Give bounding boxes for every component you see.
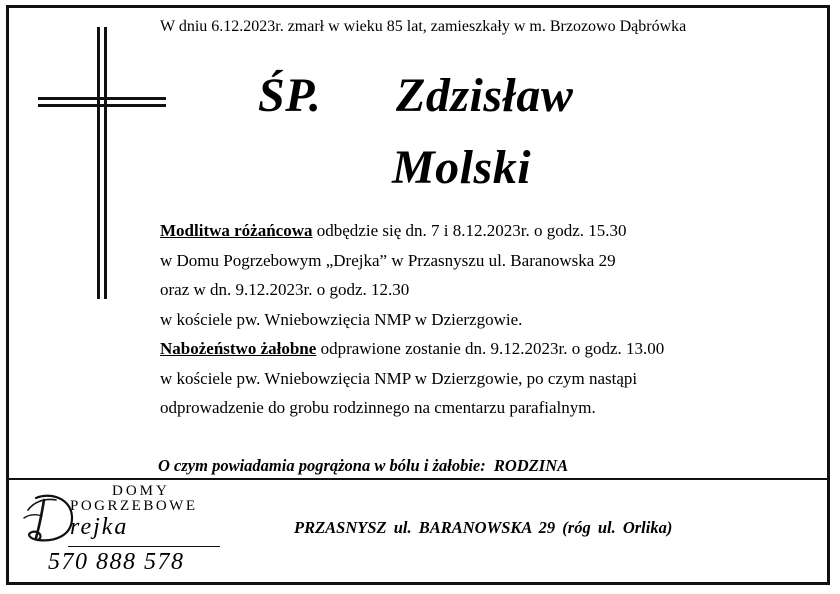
rosary-line-4: w kościele pw. Wniebowzięcia NMP w Dzierzgowie. (160, 309, 523, 329)
funeral-label: Nabożeństwo żałobne (160, 339, 317, 358)
funeral-line-2: w kościele pw. Wniebowzięcia NMP w Dzierzgowie, po czym nastąpi (160, 368, 638, 388)
closing-statement (158, 456, 568, 476)
funeral-line-3: odprowadzenie do grobu rodzinnego na cmentarzu parafialnym. (160, 398, 596, 417)
rosary-line-3: oraz w dn. 9.12.2023r. o godz. 12.30 (160, 280, 410, 299)
rosary-line-1 (160, 216, 664, 246)
rosary-line-1-text: odbędzie się dn. 7 i 8.12.2023r. o godz. 15.30 (312, 221, 627, 240)
cross-horizontal-bar-bottom (38, 104, 166, 107)
closing-family: RODZINA (493, 456, 569, 475)
logo-line-domy: DOMY (112, 483, 170, 499)
closing-text: O czym powiadamia pogrążona w bólu i żałobie: (158, 456, 486, 475)
deceased-first-name: Zdzisław (396, 69, 574, 122)
logo-line-pogrzebowe: POGRZEBOWE (70, 498, 198, 514)
logo-name-rejka: rejka (70, 514, 129, 540)
funeral-line-1-text: odprawione zostanie dn. 9.12.2023r. o godz. 13.00 (316, 339, 665, 358)
funeral-home-address: PRZASNYSZ ul. BARANOWSKA 29 (róg ul. Orlika) (294, 518, 673, 537)
footer-divider (9, 478, 827, 480)
funeral-home-phone: 570 888 578 (48, 549, 185, 575)
deceased-name-line (258, 68, 573, 123)
death-announcement-intro: W dniu 6.12.2023r. zmarł w wieku 85 lat, zamieszkały w m. Brzozowo Dąbrówka (160, 18, 687, 35)
rosary-line-2: w Domu Pogrzebowym „Drejka” w Przasnyszu ul. Baranowska 29 (160, 250, 616, 270)
honorific-prefix: ŚP. (258, 69, 322, 122)
funeral-line-1 (160, 334, 664, 364)
cross-vertical-bar-right (104, 27, 107, 299)
cross-vertical-bar-left (97, 27, 100, 299)
deceased-last-name: Molski (392, 141, 532, 194)
ceremony-details (160, 216, 664, 423)
cross-horizontal-bar-top (38, 97, 166, 100)
rosary-label: Modlitwa różańcowa (160, 221, 313, 240)
logo-underline (68, 546, 220, 547)
